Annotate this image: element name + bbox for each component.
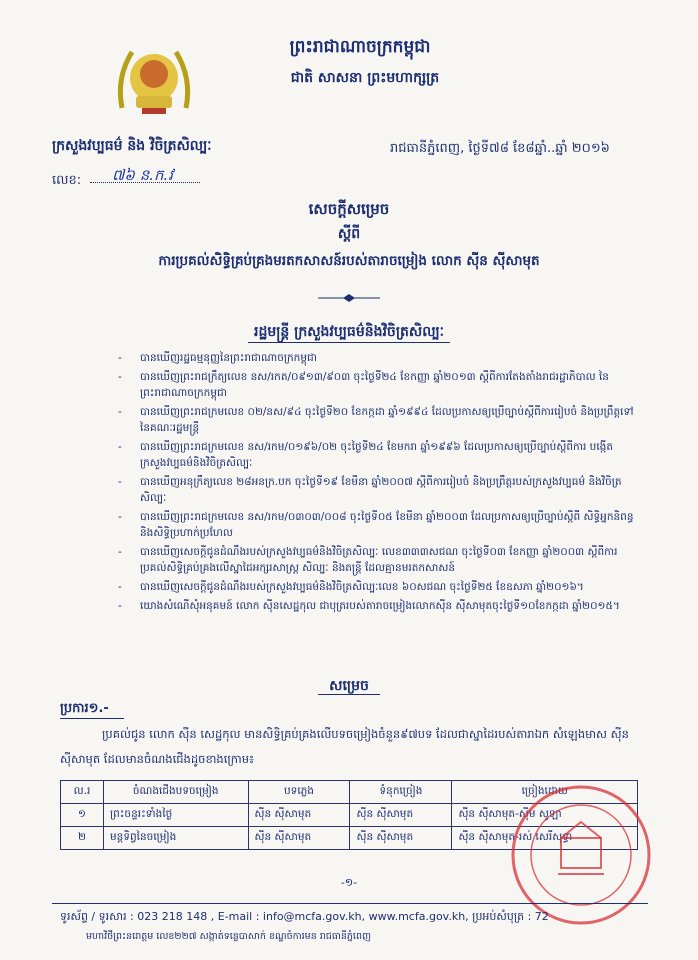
ministry-name: ក្រសួងវប្បធម៌ និង វិចិត្រសិល្បៈ	[52, 138, 212, 154]
reference-item: - បានឃើញព្រះរាជក្រមលេខ នស/រកម/០១៩៦/០២ ចុះថ្ងៃទី២៤ ខែមករា ឆ្នាំ១៩៩៦ ដែលប្រកាសឲ្យប្រើច្បាប់ស្តីពីការ បង្កើតក្រសួងវប្បធម៌និងវិចិត្រសិល្បៈ	[118, 441, 613, 469]
minister-heading: រដ្ឋមន្ត្រី ក្រសួងវប្បធម៌និងវិចិត្រសិល្បៈ	[254, 324, 444, 340]
page-number: -១-	[340, 876, 358, 889]
table-cell: ស៊ីន ស៊ីសាមុត	[248, 827, 350, 850]
reference-text: បានឃើញព្រះរាជក្រឹត្យលេខ នស/រកត/០៩១៣/៩០៣ ចុះថ្ងៃទី២៤ ខែកញ្ញា ឆ្នាំ២០១៣ ស្តីពីការតែងតាំងរាជរដ្ឋាភិបាល នៃព្រះរាជាណាចក្រកម្ពុជា	[140, 371, 609, 399]
reference-list	[118, 350, 638, 617]
reference-number: ៧៦ ន.ក.វ	[112, 166, 174, 184]
reference-item: - បានឃើញព្រះរាជក្រមលេខ នស/រកម/០៣០៣/០០៨ ចុះថ្ងៃទី០៥ ខែមីនា ឆ្នាំ២០០៣ ដែលប្រកាសឲ្យប្រើច្បាប់ស្តីពី សិទ្ធិអ្នកនិពន្ធនិងសិទ្ធិប្រហាក់ប្រហែល	[118, 511, 634, 539]
table-cell: ព្រះចន្ទរះទាំងថ្ងៃ	[104, 804, 249, 827]
reference-text: បានឃើញសេចក្តីជូនដំណឹងរបស់ក្រសួងវប្បធម៌និងវិចិត្រសិល្បៈលេខ ៦០សជណ ចុះថ្ងៃទី២៥ ខែឧសភា ឆ្នាំ២០១៦។	[140, 581, 584, 593]
table-cell: មន្តទិព្វនៃចម្រៀង	[104, 827, 249, 850]
table-cell: ស៊ីន ស៊ីសាមុត-រស់ សេរីសុទ្ធា	[452, 827, 638, 850]
reference-text: យោងសំណើសុំអនុគមន៍ លោក ស៊ីនសេដ្ឋកុល ជាបុត្ររបស់តារាចម្រៀងលោកស៊ីន ស៊ីសាមុតចុះថ្ងៃទី១០ខែកក្កដា ឆ្នាំ២០១៥។	[140, 600, 620, 612]
table-cell: ស៊ីន ស៊ីសាមុត	[350, 827, 452, 850]
footer-contact: ទូរស័ព្ទ / ទូរសារ : 023 218 148 , E-mail : info@mcfa.gov.kh, www.mcfa.gov.kh, ប្រអប់សំបុត្រ : 72	[60, 910, 549, 923]
article-underline	[60, 718, 124, 719]
article-text: ប្រគល់ជូន លោក ស៊ីន សេដ្ឋកុល មានសិទ្ធិគ្រប់គ្រងលើបទចម្រៀងចំនួន៩៧បទ ដែលជាស្នាដៃរបស់តារាឯក សំឡេងមាស ស៊ីន ស៊ីសាមុត ដែលមានចំណងជើងដូចខាងក្រោម៖	[60, 727, 629, 766]
table-cell: ស៊ីន ស៊ីសាមុត	[350, 804, 452, 827]
table-cell: ១	[61, 804, 104, 827]
table-cell: ស៊ីន ស៊ីសាមុត-ស៊ីម សូឡា	[452, 804, 638, 827]
ministry-seal-stamp-icon	[506, 780, 656, 930]
reference-item: - បានឃើញសេចក្តីជូនដំណឹងរបស់ក្រសួងវប្បធម៌និងវិចិត្រសិល្បៈ លេខ៣៣៣សជណ ចុះថ្ងៃទី០៣ ខែកញ្ញា ឆ្នាំ២០០៣ ស្តីពីការប្រគល់សិទ្ធិគ្រប់គ្រងលើស្នាដៃអក្សរសាស្ត្រ សិល្បៈ និងតន្ត្រី ដែលគ្មានមរតកសាសន៍	[118, 546, 618, 574]
reference-text: បានឃើញព្រះរាជក្រមលេខ នស/រកម/០៣០៣/០០៨ ចុះថ្ងៃទី០៥ ខែមីនា ឆ្នាំ២០០៣ ដែលប្រកាសឲ្យប្រើច្បាប់ស្តីពី សិទ្ធិអ្នកនិពន្ធនិងសិទ្ធិប្រហាក់ប្រហែល	[140, 511, 634, 539]
document-subject: ការប្រគល់សិទ្ធិគ្រប់គ្រងមរតកសាសន៍របស់តារាចម្រៀង លោក ស៊ីន ស៊ីសាមុត	[158, 253, 540, 269]
reference-item: - បានឃើញអនុក្រឹត្យលេខ ២៨អនក្រ.បក ចុះថ្ងៃទី១៩ ខែមីនា ឆ្នាំ២០០៧ ស្តីពីការរៀបចំ និងប្រព្រឹត្តរបស់ក្រសួងវប្បធម៌ និងវិចិត្រសិល្បៈ	[118, 476, 622, 504]
decision-heading: សម្រេច	[329, 678, 369, 694]
reference-item: - បានឃើញរដ្ឋធម្មនុញ្ញនៃព្រះរាជាណាចក្រកម្ពុជា	[118, 352, 317, 364]
column-header: ទំនុកច្រៀង	[350, 781, 452, 804]
column-header: ល.រ	[61, 781, 104, 804]
reference-text: បានឃើញរដ្ឋធម្មនុញ្ញនៃព្រះរាជាណាចក្រកម្ពុជា	[140, 352, 317, 364]
reference-text: បានឃើញព្រះរាជក្រមលេខ នស/រកម/០១៩៦/០២ ចុះថ្ងៃទី២៤ ខែមករា ឆ្នាំ១៩៩៦ ដែលប្រកាសឲ្យប្រើច្បាប់ស្តីពីការ បង្កើតក្រសួងវប្បធម៌និងវិចិត្រសិល្បៈ	[140, 441, 613, 469]
reference-text: បានឃើញព្រះរាជក្រមលេខ ០២/នស/៩៤ ចុះថ្ងៃទី២០ ខែកក្កដា ឆ្នាំ១៩៩៤ ដែលប្រកាសឲ្យប្រើច្បាប់ស្តីពីការរៀបចំ និងប្រព្រឹត្តទៅនៃគណៈរដ្ឋមន្ត្រី	[140, 406, 634, 434]
decision-underline	[318, 694, 380, 695]
table-cell: ស៊ីន ស៊ីសាមុត	[248, 804, 350, 827]
footer-address: មហាវិថីព្រះនរោត្តម លេខ២២៧ សង្កាត់ទន្លេបាសាក់ ខណ្ឌចំការមន រាជធានីភ្នំពេញ	[86, 931, 372, 942]
reference-label: លេខ:	[52, 173, 82, 188]
reference-text: បានឃើញសេចក្តីជូនដំណឹងរបស់ក្រសួងវប្បធម៌និងវិចិត្រសិល្បៈ លេខ៣៣៣សជណ ចុះថ្ងៃទី០៣ ខែកញ្ញា ឆ្នាំ២០០៣ ស្តីពីការប្រគល់សិទ្ធិគ្រប់គ្រងលើស្នាដៃអក្សរសាស្ត្រ សិល្បៈ និងតន្ត្រី ដែលគ្មានមរតកសាសន៍	[140, 546, 618, 574]
kingdom-heading: ព្រះរាជាណាចក្រកម្ពុជា	[289, 37, 431, 57]
ministry-emblem-icon	[112, 38, 196, 122]
place-date: រាជធានីភ្នំពេញ, ថ្ងៃទី៧៨ ខែ៨ឆ្នាំ..ឆ្នាំ ២០១៦	[390, 141, 610, 156]
document-subtitle: ស្តីពី	[337, 226, 361, 242]
table-cell: ២	[61, 827, 104, 850]
reference-item: - បានឃើញព្រះរាជក្រមលេខ ០២/នស/៩៤ ចុះថ្ងៃទី២០ ខែកក្កដា ឆ្នាំ១៩៩៤ ដែលប្រកាសឲ្យប្រើច្បាប់ស្តីពីការរៀបចំ និងប្រព្រឹត្តទៅនៃគណៈរដ្ឋមន្ត្រី	[118, 406, 634, 434]
column-header: បទភ្លេង	[248, 781, 350, 804]
national-motto: ជាតិ សាសនា ព្រះមហាក្សត្រ	[290, 70, 440, 86]
footer-divider	[52, 903, 648, 904]
reference-item: - យោងសំណើសុំអនុគមន៍ លោក ស៊ីនសេដ្ឋកុល ជាបុត្ររបស់តារាចម្រៀងលោកស៊ីន ស៊ីសាមុតចុះថ្ងៃទី១០ខែកក្កដា ឆ្នាំ២០១៥។	[118, 600, 620, 612]
column-header: ចំណងជើងបទចម្រៀង	[104, 781, 249, 804]
reference-item: - បានឃើញព្រះរាជក្រឹត្យលេខ នស/រកត/០៩១៣/៩០៣ ចុះថ្ងៃទី២៤ ខែកញ្ញា ឆ្នាំ២០១៣ ស្តីពីការតែងតាំងរាជរដ្ឋាភិបាល នៃព្រះរាជាណាចក្រកម្ពុជា	[118, 371, 609, 399]
divider-ornament-icon	[318, 294, 380, 302]
document-title: សេចក្តីសម្រេច	[308, 200, 390, 218]
minister-underline	[248, 342, 450, 343]
column-header: ច្រៀងដោយ	[452, 781, 638, 804]
reference-item: - បានឃើញសេចក្តីជូនដំណឹងរបស់ក្រសួងវប្បធម៌និងវិចិត្រសិល្បៈលេខ ៦០សជណ ចុះថ្ងៃទី២៥ ខែឧសភា ឆ្នាំ២០១៦។	[118, 581, 584, 593]
reference-text: បានឃើញអនុក្រឹត្យលេខ ២៨អនក្រ.បក ចុះថ្ងៃទី១៩ ខែមីនា ឆ្នាំ២០០៧ ស្តីពីការរៀបចំ និងប្រព្រឹត្តរបស់ក្រសួងវប្បធម៌ និងវិចិត្រសិល្បៈ	[140, 476, 622, 504]
article-label: ប្រការ១.-	[60, 701, 109, 716]
